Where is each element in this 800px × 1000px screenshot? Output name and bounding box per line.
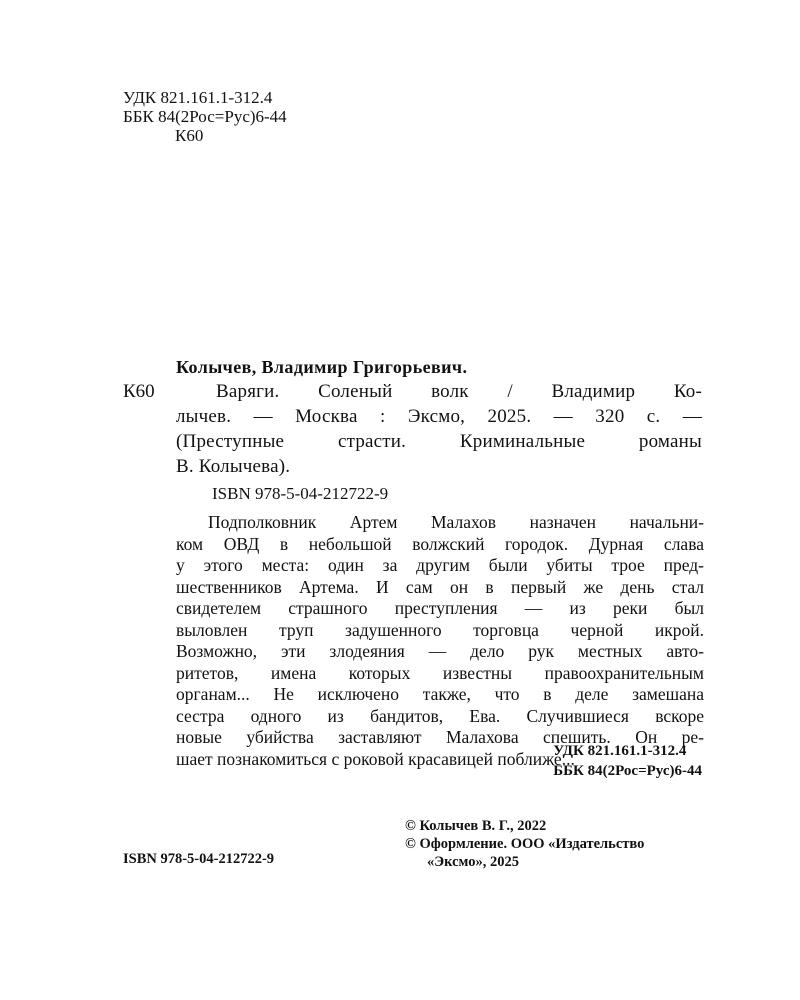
classification-codes — [123, 88, 287, 145]
annotation-line: Возможно, эти злодеяния — дело рук местных авто- — [176, 641, 704, 661]
annotation-line: ком ОВД в небольшой волжский городок. Дурная слава — [176, 533, 704, 554]
author-mark: К60 — [175, 126, 204, 145]
annotation — [176, 512, 704, 770]
bottom-bbk-code: ББК 84(2Рос=Рус)6-44 — [553, 763, 702, 779]
annotation-line: ритетов, имена которых известны правоохранительным — [176, 662, 704, 683]
bottom-udk-code: УДК 821.161.1-312.4 — [553, 743, 687, 759]
annotation-line: шественников Артема. И сам он в первый же день стал — [176, 576, 704, 597]
annotation-line: выловлен труп задушенного торговца черной икрой. — [176, 619, 704, 640]
copyright-author: © Колычев В. Г., 2022 — [405, 818, 547, 834]
isbn-number: ISBN 978-5-04-212722-9 — [212, 484, 389, 503]
description-line: лычев. — Москва : Эксмо, 2025. — 320 с. — — [176, 406, 702, 427]
annotation-line: свидетелем страшного преступления — из реки был — [176, 598, 704, 618]
copyright-design-cont: «Эксмо», 2025 — [427, 854, 519, 870]
description-line: В. Колычева). — [176, 456, 291, 477]
description-line: Варяги. Соленый волк / Владимир Ко- — [216, 381, 702, 402]
bibliographic-description — [176, 379, 702, 479]
udk-code: УДК 821.161.1-312.4 — [123, 88, 273, 107]
annotation-line: Подполковник Артем Малахов назначен начальни- — [208, 512, 704, 532]
description-line: (Преступные страсти. Криминальные романы — [176, 431, 702, 452]
annotation-line: шает познакомиться с роковой красавицей поближе... — [176, 748, 575, 769]
bbk-code: ББК 84(2Рос=Рус)6-44 — [123, 107, 287, 126]
copyright-design: © Оформление. ООО «Издательство — [405, 836, 645, 852]
annotation-line: новые убийства заставляют Малахова спешить. Он ре- — [176, 727, 704, 747]
annotation-line: у этого места: один за другим были убиты трое пред- — [176, 555, 704, 575]
copyright-block — [405, 817, 644, 871]
isbn-bottom: ISBN 978-5-04-212722-9 — [123, 851, 275, 867]
annotation-line: органам... Не исключено также, что в деле замешана — [176, 684, 704, 704]
entry-author-mark: К60 — [123, 381, 155, 402]
annotation-line: сестра одного из бандитов, Ева. Случившиеся вскоре — [176, 705, 704, 726]
bottom-classification-codes — [553, 741, 702, 781]
author-heading: Колычев, Владимир Григорьевич. — [176, 357, 468, 377]
